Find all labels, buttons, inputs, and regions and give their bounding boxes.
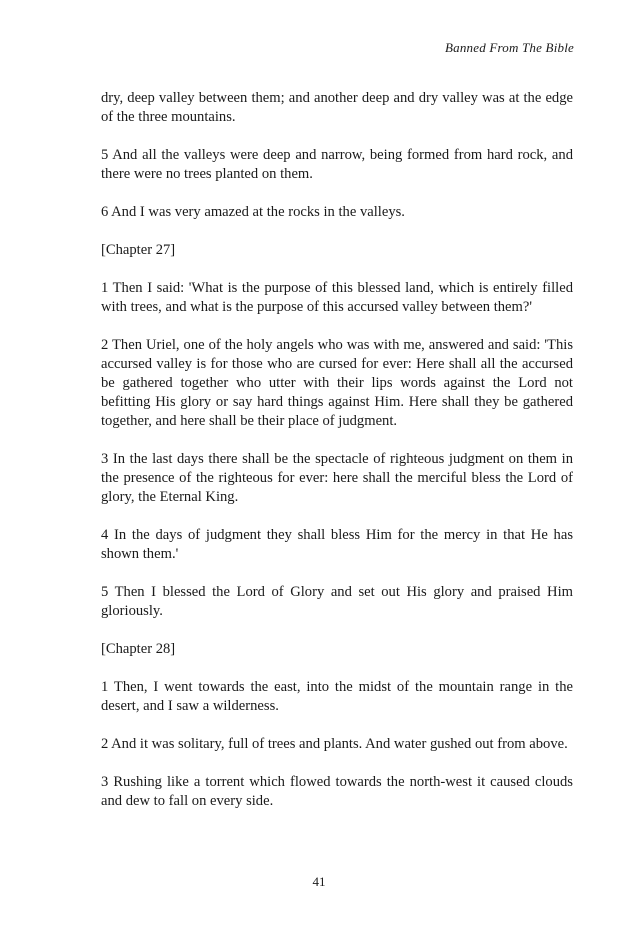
paragraph: 3 In the last days there shall be the spectacle of righteous judgment on them in the presence of the righteous for ever: here shall the merciful bless the Lord of glory, the Eternal King. xyxy=(101,451,573,505)
chapter-heading: [Chapter 28] xyxy=(101,641,176,657)
page-number: 41 xyxy=(312,874,326,889)
paragraph: 4 In the days of judgment they shall bless Him for the mercy in that He has shown them.' xyxy=(101,527,573,562)
paragraph: 5 And all the valleys were deep and narrow, being formed from hard rock, and there were no trees planted on them. xyxy=(101,147,573,182)
paragraph: 5 Then I blessed the Lord of Glory and set out His glory and praised Him gloriously. xyxy=(101,584,573,619)
paragraph: 2 And it was solitary, full of trees and plants. And water gushed out from above. xyxy=(101,736,568,752)
paragraph: 6 And I was very amazed at the rocks in the valleys. xyxy=(101,204,405,220)
body-text xyxy=(101,89,573,830)
paragraph: 2 Then Uriel, one of the holy angels who was with me, answered and said: 'This accursed valley is for those who are cursed for ever: Here shall all the accursed be gathered together who utter with their lips words against the Lord not befitting His glory or say hard things against Him. Here shall they be gathered together, and here shall be their place of judgment. xyxy=(101,337,573,429)
paragraph: 1 Then, I went towards the east, into the midst of the mountain range in the desert, and I saw a wilderness. xyxy=(101,679,573,714)
paragraph: 1 Then I said: 'What is the purpose of this blessed land, which is entirely filled with trees, and what is the purpose of this accursed valley between them?' xyxy=(101,280,573,315)
paragraph: dry, deep valley between them; and another deep and dry valley was at the edge of the three mountains. xyxy=(101,90,573,125)
paragraph: 3 Rushing like a torrent which flowed towards the north-west it caused clouds and dew to fall on every side. xyxy=(101,774,573,809)
chapter-heading: [Chapter 27] xyxy=(101,242,176,258)
running-header: Banned From The Bible xyxy=(444,40,574,55)
